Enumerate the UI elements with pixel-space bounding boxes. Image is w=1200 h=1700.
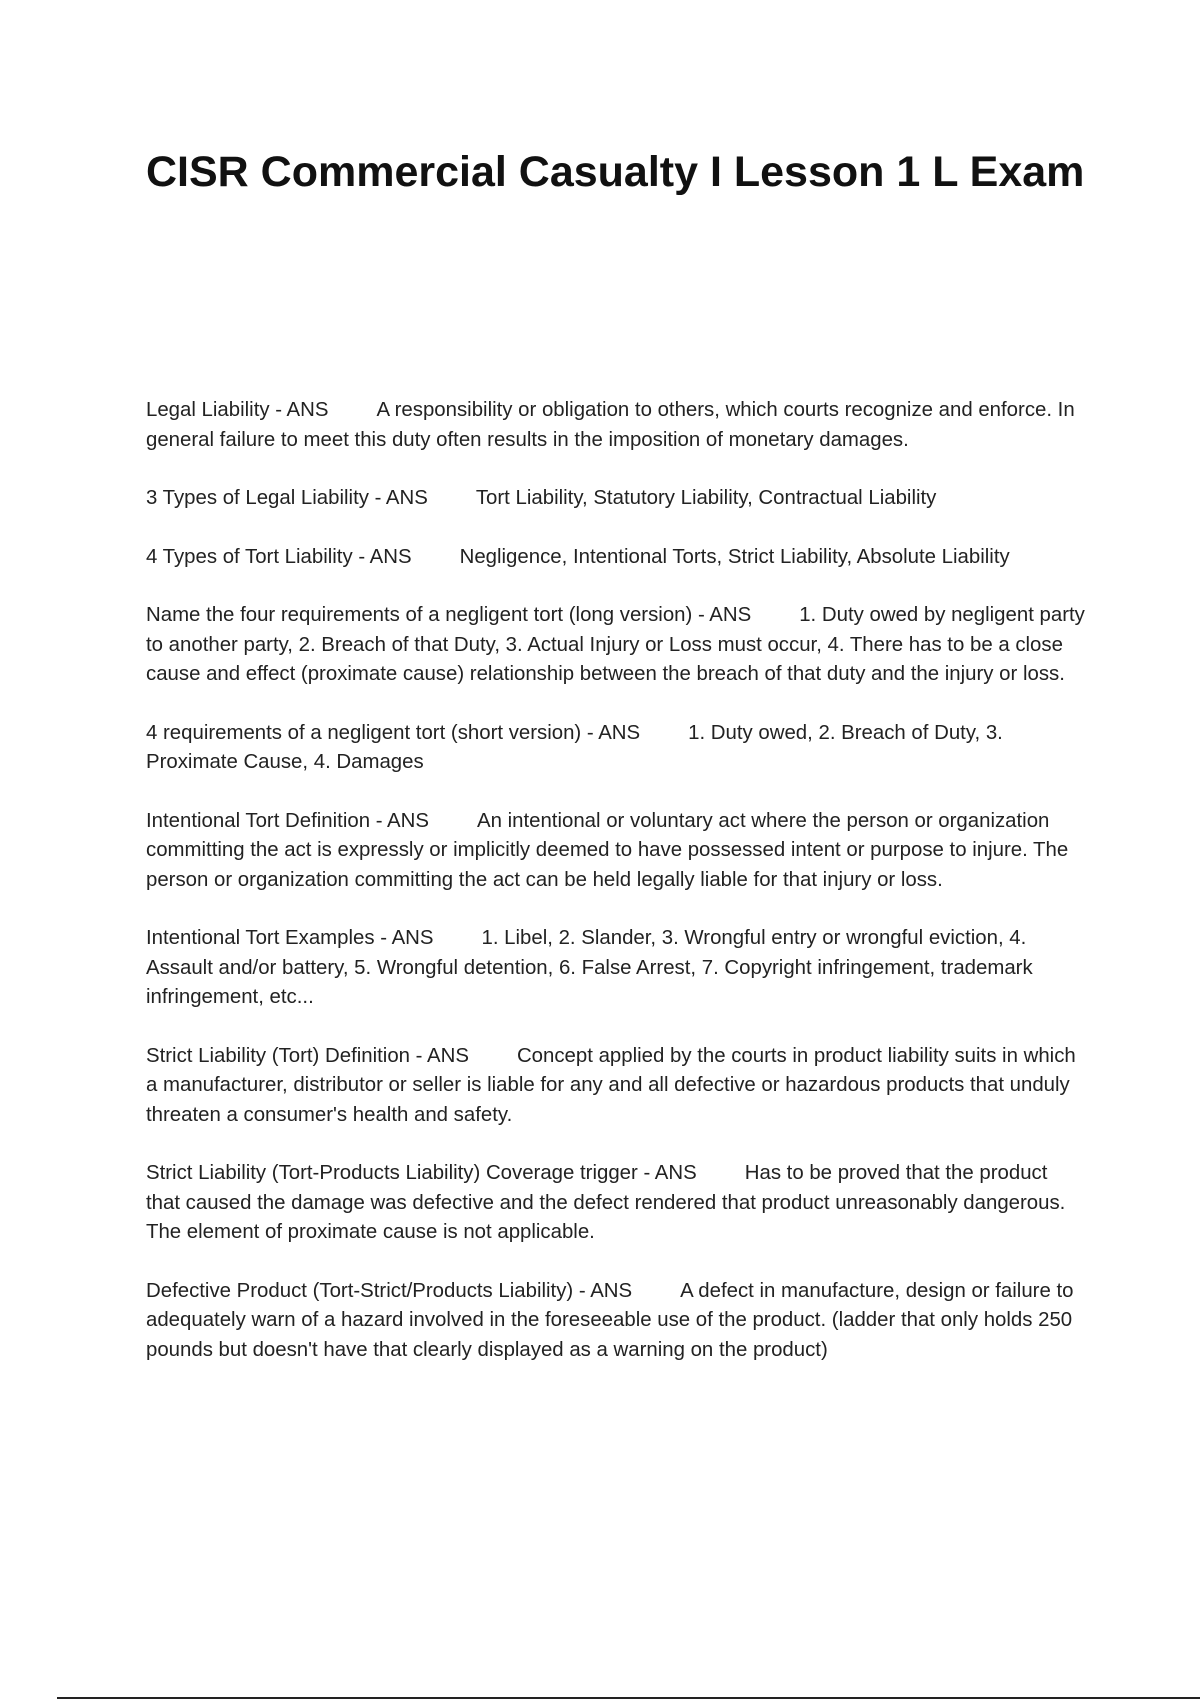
qa-answer: Concept applied by the courts in product liability suits in which a manufacturer, distributor or seller is liable for any and all defective or hazardous products that unduly threaten a consumer's health and safety. xyxy=(146,1044,1076,1126)
qa-item-types-tort-liability xyxy=(146,543,1086,573)
qa-answer: Has to be proved that the product that caused the damage was defective and the defect rendered that product unreasonably dangerous. The element of proximate cause is not applicable. xyxy=(146,1162,1066,1243)
qa-item-intentional-tort-definition xyxy=(146,807,1086,896)
qa-item-strict-liability-definition xyxy=(146,1042,1086,1131)
qa-term: Intentional Tort Definition - ANS xyxy=(146,809,429,832)
qa-item-strict-liability-trigger xyxy=(146,1159,1086,1248)
qa-answer: 1. Duty owed, 2. Breach of Duty, 3. Proximate Cause, 4. Damages xyxy=(146,721,1003,773)
qa-answer: A responsibility or obligation to others, which courts recognize and enforce. In general failure to meet this duty often results in the imposition of monetary damages. xyxy=(146,399,1075,451)
qa-answer: A defect in manufacture, design or failure to adequately warn of a hazard involved in the foreseeable use of the product. (ladder that only holds 250 pounds but doesn't have that clearly displayed as a warning on the product) xyxy=(146,1279,1074,1361)
qa-term: Name the four requirements of a negligent tort (long version) - ANS xyxy=(146,604,752,626)
page-title: CISR Commercial Casualty I Lesson 1 L Exam xyxy=(146,148,1085,196)
qa-item-intentional-tort-examples xyxy=(146,924,1086,1013)
qa-answer: 1. Libel, 2. Slander, 3. Wrongful entry or wrongful eviction, 4. Assault and/or battery, 5. Wrongful detention, 6. False Arrest, 7. Copyright infringement, trademark infringement, etc... xyxy=(146,927,1033,1008)
qa-term: Strict Liability (Tort-Products Liability) Coverage trigger - ANS xyxy=(146,1162,697,1184)
qa-term: 4 requirements of a negligent tort (short version) - ANS xyxy=(146,721,641,744)
footer-divider xyxy=(57,1697,1200,1699)
qa-item-negligent-tort-short xyxy=(146,719,1086,778)
qa-term: Intentional Tort Examples - ANS xyxy=(146,927,434,949)
qa-term: 3 Types of Legal Liability - ANS xyxy=(146,487,428,509)
qa-term: 4 Types of Tort Liability - ANS xyxy=(146,545,412,568)
qa-item-legal-liability xyxy=(146,396,1086,455)
qa-answer: Negligence, Intentional Torts, Strict Liability, Absolute Liability xyxy=(459,545,1010,568)
qa-item-types-legal-liability xyxy=(146,484,1086,514)
qa-term: Defective Product (Tort-Strict/Products Liability) - ANS xyxy=(146,1279,633,1302)
qa-answer: 1. Duty owed by negligent party to another party, 2. Breach of that Duty, 3. Actual Injury or Loss must occur, 4. There has to be a close cause and effect (proximate cause) relationship between the breach of that duty and the injury or loss. xyxy=(146,604,1085,685)
qa-item-defective-product xyxy=(146,1277,1086,1366)
qa-term: Strict Liability (Tort) Definition - ANS xyxy=(146,1044,469,1067)
qa-term: Legal Liability - ANS xyxy=(146,399,329,421)
qa-answer: An intentional or voluntary act where the person or organization committing the act is expressly or implicitly deemed to have possessed intent or purpose to injure. The person or organization committing the act can be held legally liable for that injury or loss. xyxy=(146,809,1069,891)
qa-list xyxy=(146,396,1086,1394)
qa-item-negligent-tort-long xyxy=(146,601,1086,690)
qa-answer: Tort Liability, Statutory Liability, Contractual Liability xyxy=(475,487,937,509)
